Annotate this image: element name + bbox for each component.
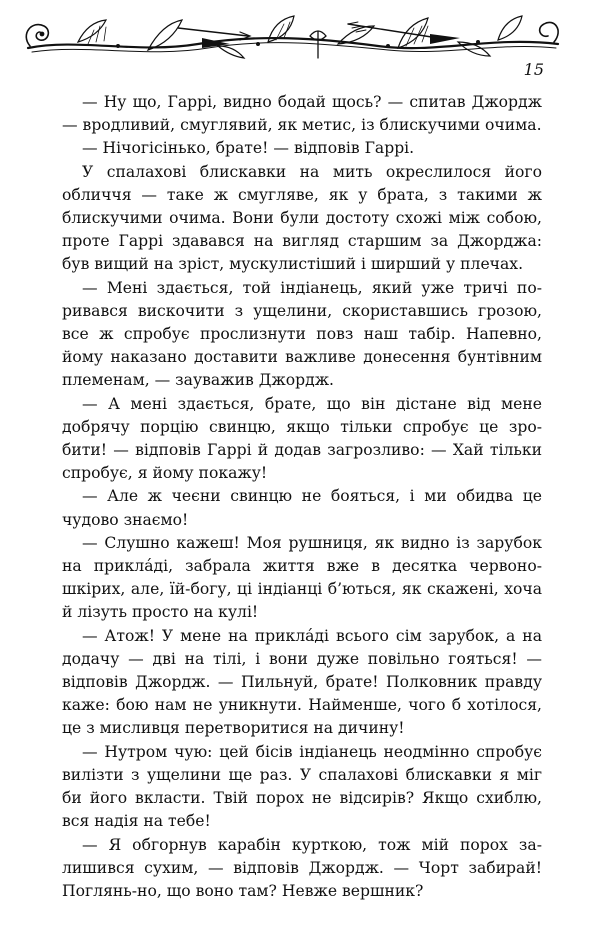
paragraph: — А мені здається, брате, що він дістане від мене добрячу порцію свинцю, якщо тільки спробує це зробити! — відповів Гаррі й додав загрозливо: — Хай тільки спробує, я йому покажу! bbox=[62, 394, 542, 483]
paragraph: — Нутром чую: цей бісів індіанець неодмінно спробує вилізти з ущелини ще раз. У спалахові блискавки я міг би його вкласти. Твій порох не відсирів? Якщо схиблю, вся надія на тебе! bbox=[62, 742, 542, 831]
paragraph: — Мені здається, той індіанець, який уже тричі поривався вискочити з ущелини, скориставшись грозою, все ж спробує прослизнути повз наш табір. Напевно, йому наказано доставити важливе донесення бунтівним племенам, — зауважив Джордж. bbox=[62, 278, 542, 390]
paragraph: — Слушно кажеш! Моя рушниця, як видно із зарубок на прикла́ді, забрала життя вже в десятка червоношкірих, але, їй-богу, ці індіанці б’ються, як скажені, хоча й лізуть просто на кулі! bbox=[62, 533, 542, 622]
paragraph: — Нічогісінько, брате! — відповів Гаррі. bbox=[82, 139, 415, 158]
page-number: 15 bbox=[523, 60, 544, 79]
body-text bbox=[62, 91, 542, 903]
floral-vine-ornament bbox=[18, 8, 566, 64]
paragraph: — Але ж чеєни свинцю не бояться, і ми обидва це чудово знаємо! bbox=[62, 487, 542, 529]
paragraph: — Я обгорнув карабін курткою, тож мій порох залишився сухим, — відповів Джордж. — Чорт забирай! Поглянь-но, що воно там? Невже вершник? bbox=[62, 835, 542, 900]
paragraph: У спалахові блискавки на мить окреслилося його обличчя — таке ж смугляве, як у брата, з такими ж блискучими очима. Вони були достоту схожі між собою, проте Гаррі здавався на вигляд старшим за Джорджа: був вищий на зріст, мускулистіший і ширший у плечах. bbox=[62, 162, 542, 274]
paragraph: — Атож! У мене на прикла́ді всього сім зарубок, а на додачу — дві на тілі, і вони дуже повільно гояться! — відповів Джордж. — Пильнуй, брате! Полковник правду каже: бою нам не уникнути. Найменше, чого б хотілося, це з мисливця перетворитися на дичину! bbox=[62, 626, 542, 738]
paragraph: — Ну що, Гаррі, видно бодай щось? — спитав Джордж — вродливий, смуглявий, як метис, із блискучими очима. bbox=[62, 93, 542, 135]
